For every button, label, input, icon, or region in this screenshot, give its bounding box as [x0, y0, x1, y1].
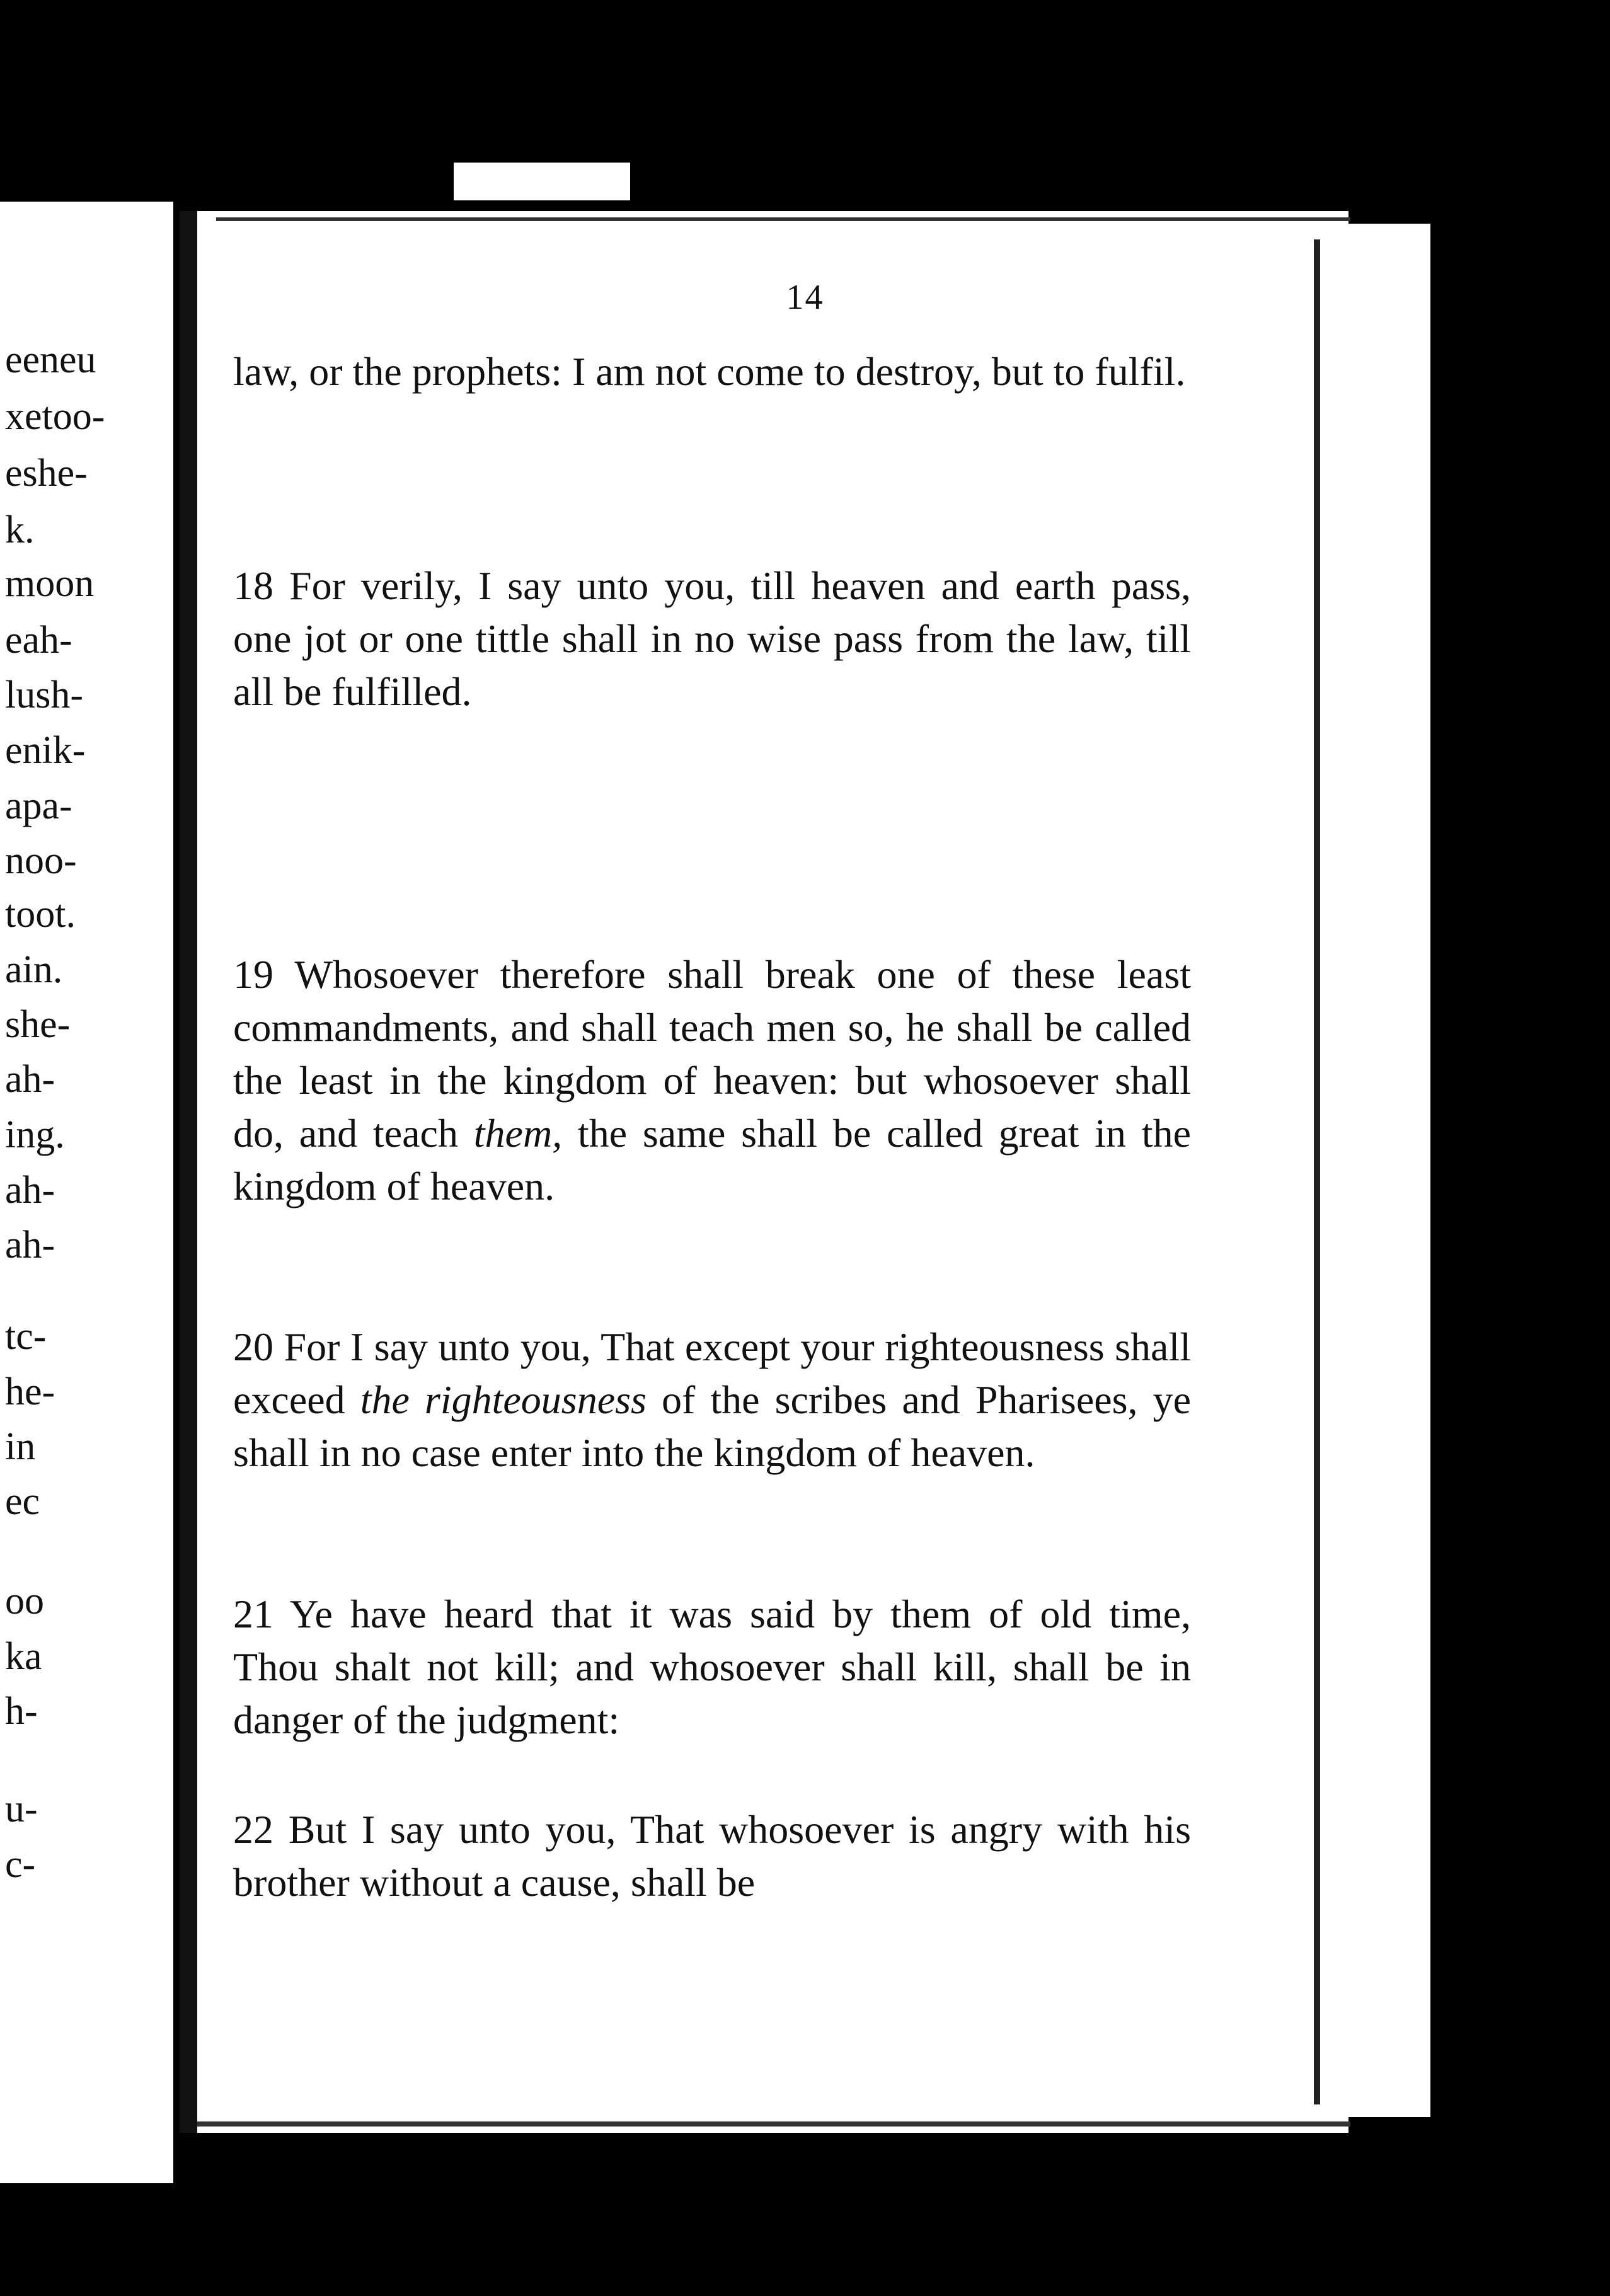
verse-20 — [233, 1321, 1191, 1479]
page-top-edge — [216, 217, 1350, 221]
fragment: c- — [5, 1843, 36, 1886]
verse-20-text-a: 20 For I say unto you, That except your righteousness shall exceed — [233, 1324, 1191, 1422]
fragment: ah- — [5, 1224, 55, 1266]
page-bottom-edge — [197, 2121, 1350, 2127]
verse-21: 21 Ye have heard that it was said by them of old time, Thou shalt not kill; and whosoever shall kill, shall be in danger of the judgment: — [233, 1592, 1191, 1742]
fragment: in — [5, 1425, 36, 1468]
fragment: ah- — [5, 1169, 55, 1212]
fragment: tc- — [5, 1315, 47, 1358]
fragment: eshe- — [5, 452, 88, 495]
right-page-edge — [1342, 224, 1430, 2117]
verse-19 — [233, 948, 1191, 1213]
left-page-fragments — [0, 202, 173, 2183]
fragment: ing. — [5, 1113, 65, 1156]
fragment: ec — [5, 1480, 40, 1523]
fragment: k. — [5, 508, 35, 551]
fragment: moon — [5, 562, 95, 605]
fragment: ka — [5, 1635, 42, 1678]
fragment: apa- — [5, 784, 72, 827]
paragraph-17-continued: law, or the prophets: I am not come to destroy, but to fulfil. — [233, 349, 1186, 394]
verse-20-text-c: of the scribes and Pharisees, ye shall in no case enter into the kingdom of heaven. — [233, 1377, 1192, 1475]
fragment: u- — [5, 1788, 38, 1830]
fragment: eah- — [5, 619, 72, 662]
fragment: eeneu — [5, 338, 96, 381]
verse-18: 18 For verily, I say unto you, till heaven and earth pass, one jot or one tittle shall in no wise pass from the law, till all be fulfilled. — [233, 563, 1191, 714]
left-facing-page — [0, 202, 173, 2183]
fragment: ain. — [5, 948, 63, 991]
fragment: she- — [5, 1003, 71, 1046]
fragment: oo — [5, 1580, 44, 1622]
verse-20-italic: the righteousness — [360, 1377, 647, 1422]
fragment: noo- — [5, 839, 77, 882]
page-tab-scrap — [454, 163, 630, 200]
verse-22: 22 But I say unto you, That whosoever is angry with his brother without a cause, shall be — [233, 1807, 1191, 1905]
fragment: lush- — [5, 674, 83, 716]
fragment: enik- — [5, 729, 86, 772]
fragment: xetoo- — [5, 395, 105, 438]
fragment: he- — [5, 1370, 55, 1413]
verse-19-italic: them, — [473, 1111, 563, 1156]
verse-19-text-c: the same shall be called great in the kingdom of heaven. — [233, 1111, 1192, 1208]
verse-19-text-a: 19 Whosoever therefore shall break one of these least commandments, and shall teach men so, he shall be called the least in the kingdom of heaven: but whosoever shall do, and teach — [233, 952, 1191, 1156]
fragment: ah- — [5, 1058, 55, 1101]
fragment: toot. — [5, 893, 76, 936]
page-right-border — [1314, 239, 1320, 2104]
fragment: h- — [5, 1690, 38, 1733]
page-number: 14 — [786, 278, 824, 317]
